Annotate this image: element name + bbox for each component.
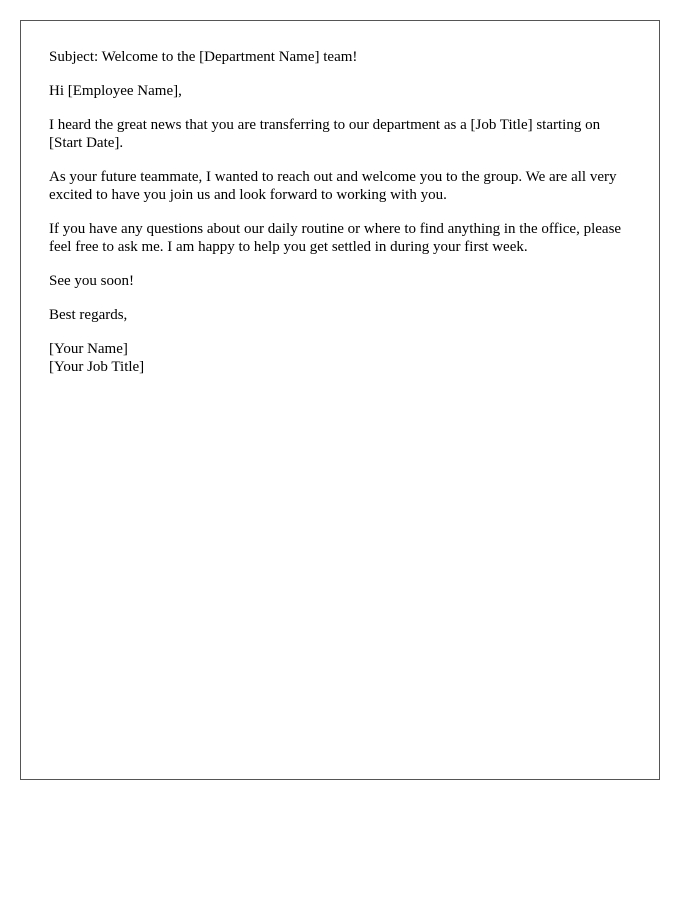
signature-name: [Your Name] (49, 341, 128, 357)
letter-page (20, 20, 660, 780)
letter-closing: Best regards, (49, 307, 128, 323)
letter-greeting: Hi [Employee Name], (49, 83, 182, 99)
letter-paragraph-questions: If you have any questions about our daily routine or where to find anything in the office, please feel free to ask me. I am happy to help you get settled in during your first week. (49, 221, 622, 255)
letter-paragraph-transfer: I heard the great news that you are transferring to our department as a [Job Title] starting on [Start Date]. (49, 117, 601, 151)
letter-paragraph-welcome: As your future teammate, I wanted to reach out and welcome you to the group. We are all very excited to have you join us and look forward to working with you. (49, 169, 617, 203)
letter-subject: Subject: Welcome to the [Department Name] team! (49, 49, 358, 65)
letter-signature (49, 340, 631, 376)
letter-paragraph-see-you: See you soon! (49, 273, 134, 289)
signature-job-title: [Your Job Title] (49, 359, 145, 375)
